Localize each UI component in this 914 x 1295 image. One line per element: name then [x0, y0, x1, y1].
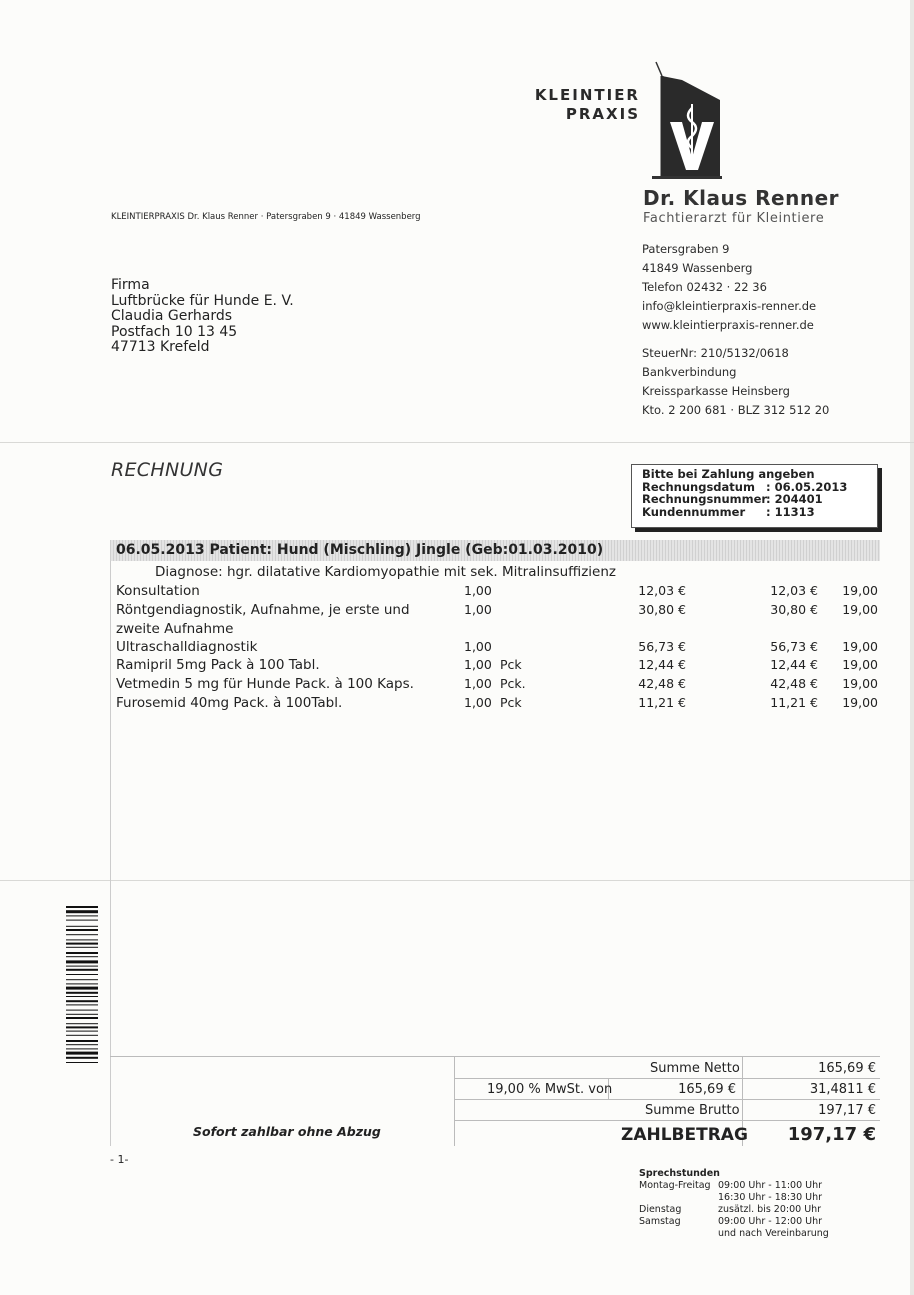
item-description-cont: zweite Aufnahme [116, 621, 234, 637]
sender-line: KLEINTIERPRAXIS Dr. Klaus Renner · Patersgraben 9 · 41849 Wassenberg [111, 212, 421, 222]
hours-time-2: 16:30 Uhr - 18:30 Uhr [718, 1192, 823, 1203]
item-quantity: 1,00 [464, 676, 492, 691]
contact-city: 41849 Wassenberg [642, 261, 753, 275]
item-unit-price: 56,73 € [638, 639, 686, 654]
item-description: Röntgendiagnostik, Aufnahme, je erste und [116, 602, 410, 618]
gross-total-label: Summe Brutto [645, 1103, 740, 1118]
recipient-address [111, 278, 294, 356]
item-unit-price: 12,44 € [638, 657, 686, 672]
page-number: - 1- [110, 1153, 129, 1166]
summary-rule-1 [454, 1078, 880, 1079]
vat-amount-value: 31,4811 € [809, 1082, 876, 1097]
amount-due-label: ZAHLBETRAG [621, 1125, 748, 1145]
invoice-number-value: : 204401 [766, 492, 823, 507]
item-unit-price: 12,03 € [638, 583, 686, 598]
item-total: 30,80 € [770, 602, 818, 617]
item-quantity: 1,00 [464, 639, 492, 654]
item-total: 12,44 € [770, 657, 818, 672]
summary-divider-left [454, 1056, 455, 1146]
recipient-line-2: Luftbrücke für Hunde E. V. [111, 292, 294, 309]
contact-account: Kto. 2 200 681 · BLZ 312 512 20 [642, 403, 830, 417]
amount-due-value: 197,17 € [787, 1124, 876, 1145]
item-quantity: 1,00 [464, 583, 492, 598]
doctor-subtitle: Fachtierarzt für Kleintiere [643, 211, 825, 226]
contact-street: Patersgraben 9 [642, 242, 730, 256]
item-unit-price: 30,80 € [638, 602, 686, 617]
summary-top-rule [110, 1056, 880, 1057]
item-tax-rate: 19,00 [842, 695, 878, 710]
item-unit: Pck [500, 657, 522, 672]
contact-email: info@kleintierpraxis-renner.de [642, 299, 817, 313]
recipient-line-3: Claudia Gerhards [111, 308, 233, 324]
item-quantity: 1,00 [464, 695, 492, 710]
recipient-line-5: 47713 Krefeld [111, 339, 210, 355]
contact-web: www.kleintierpraxis-renner.de [642, 318, 814, 332]
hours-time-1: 09:00 Uhr - 11:00 Uhr [718, 1180, 823, 1191]
barcode-icon [66, 906, 98, 1131]
document-title: RECHNUNG [111, 459, 224, 481]
contact-tax: SteuerNr: 210/5132/0618 [642, 346, 789, 360]
item-unit: Pck. [500, 676, 526, 691]
office-hours-title: Sprechstunden [639, 1168, 720, 1179]
net-total-label: Summe Netto [650, 1061, 740, 1076]
item-description: Furosemid 40mg Pack. à 100Tabl. [116, 695, 343, 711]
logo-line-2: PRAXIS [565, 105, 640, 123]
page-edge [910, 0, 914, 1295]
vat-label: 19,00 % MwSt. von [487, 1082, 613, 1097]
payment-terms: Sofort zahlbar ohne Abzug [193, 1124, 381, 1139]
item-total: 12,03 € [770, 583, 818, 598]
item-tax-rate: 19,00 [842, 602, 878, 617]
item-tax-rate: 19,00 [842, 657, 878, 672]
invoice-date-value: : 06.05.2013 [766, 479, 848, 494]
item-total: 42,48 € [770, 676, 818, 691]
item-unit: Pck [500, 695, 522, 710]
diagnosis-line: Diagnose: hgr. dilatative Kardiomyopathie mit sek. Mitralinsuffizienz [155, 564, 616, 580]
item-total: 11,21 € [770, 695, 818, 710]
summary-rule-2 [454, 1099, 880, 1100]
item-description: Konsultation [116, 583, 200, 599]
customer-number-value: : 11313 [766, 504, 815, 519]
doctor-name: Dr. Klaus Renner [643, 186, 839, 210]
item-tax-rate: 19,00 [842, 583, 878, 598]
item-tax-rate: 19,00 [842, 639, 878, 654]
payment-box-heading: Bitte bei Zahlung angeben [642, 467, 815, 481]
logo-wordmark [530, 86, 640, 124]
hours-time-5: und nach Vereinbarung [718, 1228, 829, 1239]
item-quantity: 1,00 [464, 657, 492, 672]
invoice-date-label: Rechnungsdatum [642, 479, 755, 494]
contact-block [642, 240, 829, 420]
patient-line: 06.05.2013 Patient: Hund (Mischling) Jingle (Geb:01.03.2010) [116, 542, 604, 558]
recipient-line-4: Postfach 10 13 45 [111, 323, 238, 340]
net-total-value: 165,69 € [818, 1061, 876, 1076]
contact-bank: Kreissparkasse Heinsberg [642, 384, 790, 398]
fold-line-top [0, 442, 914, 443]
hours-time-3: zusätzl. bis 20:00 Uhr [718, 1204, 822, 1215]
item-total: 56,73 € [770, 639, 818, 654]
customer-number-label: Kundennummer [642, 504, 746, 519]
logo-line-1: KLEINTIER [534, 86, 640, 104]
payment-reference-box [631, 464, 878, 528]
item-description: Ultraschalldiagnostik [116, 639, 258, 655]
gross-total-value: 197,17 € [818, 1103, 876, 1118]
hours-time-4: 09:00 Uhr - 12:00 Uhr [718, 1216, 823, 1227]
vat-base-value: 165,69 € [678, 1082, 736, 1097]
item-description: Ramipril 5mg Pack à 100 Tabl. [116, 657, 320, 673]
invoice-number-label: Rechnungsnummer [642, 492, 768, 507]
office-hours [639, 1168, 829, 1240]
contact-bank-label: Bankverbindung [642, 365, 737, 379]
practice-logo-icon [632, 60, 724, 180]
item-quantity: 1,00 [464, 602, 492, 617]
hours-day-weekdays: Montag-Freitag [639, 1180, 711, 1191]
item-unit-price: 42,48 € [638, 676, 686, 691]
item-tax-rate: 19,00 [842, 676, 878, 691]
recipient-line-1: Firma [111, 277, 150, 293]
hours-day-tuesday: Dienstag [639, 1204, 682, 1215]
item-description: Vetmedin 5 mg für Hunde Pack. à 100 Kaps. [116, 676, 414, 692]
summary-rule-3 [454, 1120, 880, 1121]
hours-day-saturday: Samstag [639, 1216, 681, 1227]
contact-phone: Telefon 02432 · 22 36 [642, 280, 767, 294]
item-unit-price: 11,21 € [638, 695, 686, 710]
